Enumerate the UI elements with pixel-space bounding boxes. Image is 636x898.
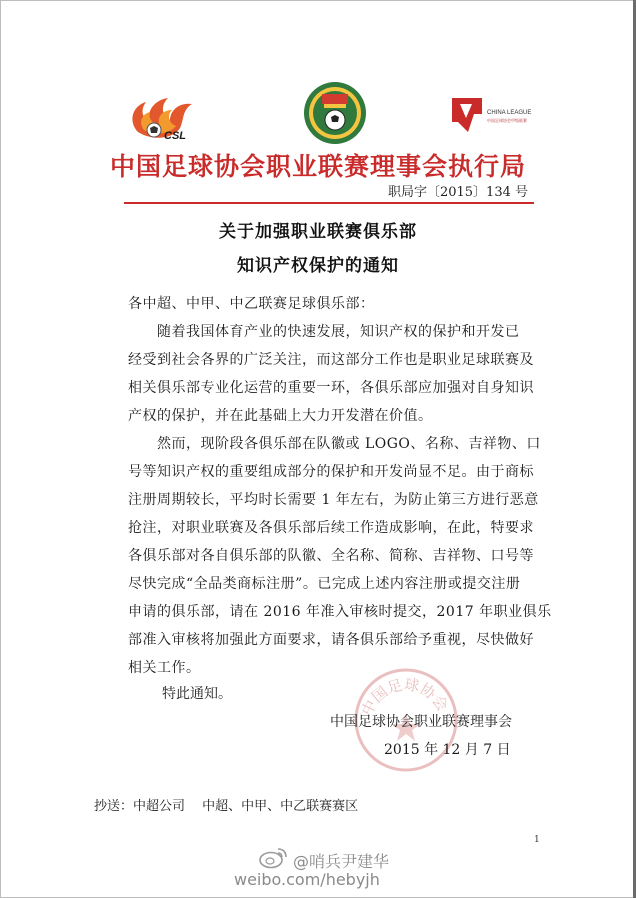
watermark-handle: @哨兵尹建华 — [293, 852, 390, 871]
document-number: 职局字〔2015〕134 号 — [387, 185, 528, 200]
header-divider — [124, 202, 534, 204]
body-line: 随着我国体育产业的快速发展，知识产权的保护和开发已 — [128, 324, 520, 340]
body-line: 相关俱乐部专业化运营的重要一环，各俱乐部应加强对自身知识 — [128, 380, 534, 396]
addressee: 各中超、中甲、中乙联赛足球俱乐部： — [128, 296, 375, 312]
body-line: 相关工作。 — [128, 660, 201, 676]
china-league-subtitle: 中国足球协会甲级联赛 — [487, 118, 527, 123]
bureau-title: 中国足球协会职业联赛理事会执行局 — [109, 152, 526, 181]
signature-date: 2015 年 12 月 7 日 — [384, 742, 511, 758]
watermark-url: weibo.com/hebyjh — [234, 870, 380, 889]
body-line: 经受到社会各界的广泛关注，而这部分工作也是职业足球联赛及 — [128, 352, 534, 368]
notice-title-line-2: 知识产权保护的通知 — [237, 256, 399, 276]
body-line: 号等知识产权的重要组成部分的保护和开发尚显不足。由于商标 — [128, 464, 534, 480]
chinese-football-association-emblem — [302, 80, 368, 146]
cc-line: 抄送：中超公司 中超、中甲、中乙联赛赛区 — [94, 799, 359, 814]
csl-flame-logo — [124, 92, 202, 150]
body-line: 注册周期较长，平均时长需要 1 年左右，为防止第三方进行恶意 — [128, 492, 539, 508]
closing-remark: 特此通知。 — [162, 686, 232, 702]
china-league-title: CHINA LEAGUE — [487, 110, 532, 116]
seal-text: 中国足球协会 — [357, 675, 452, 719]
csl-logo-text: CSL — [164, 130, 186, 142]
page-number: 1 — [534, 835, 540, 845]
signature-organization: 中国足球协会职业联赛理事会 — [330, 714, 512, 730]
body-line: 各俱乐部对各自俱乐部的队徽、全名称、简称、吉祥物、口号等 — [128, 548, 534, 564]
notice-title-line-1: 关于加强职业联赛俱乐部 — [219, 222, 417, 242]
body-line: 尽快完成“全品类商标注册”。已完成上述内容注册或提交注册 — [128, 576, 521, 592]
body-line: 申请的俱乐部，请在 2016 年准入审核时提交，2017 年职业俱乐 — [128, 604, 552, 620]
weibo-icon — [258, 845, 288, 869]
china-league-text — [487, 109, 531, 125]
body-line: 产权的保护，并在此基础上大力开发潜在价值。 — [128, 408, 433, 424]
body-line: 然而，现阶段各俱乐部在队徽或 LOGO、名称、吉祥物、口 — [128, 436, 541, 452]
body-line: 抢注，对职业联赛及各俱乐部后续工作造成影响，在此，特要求 — [128, 520, 534, 536]
body-line: 部准入审核将加强此方面要求，请各俱乐部给予重视，尽快做好 — [128, 632, 534, 648]
